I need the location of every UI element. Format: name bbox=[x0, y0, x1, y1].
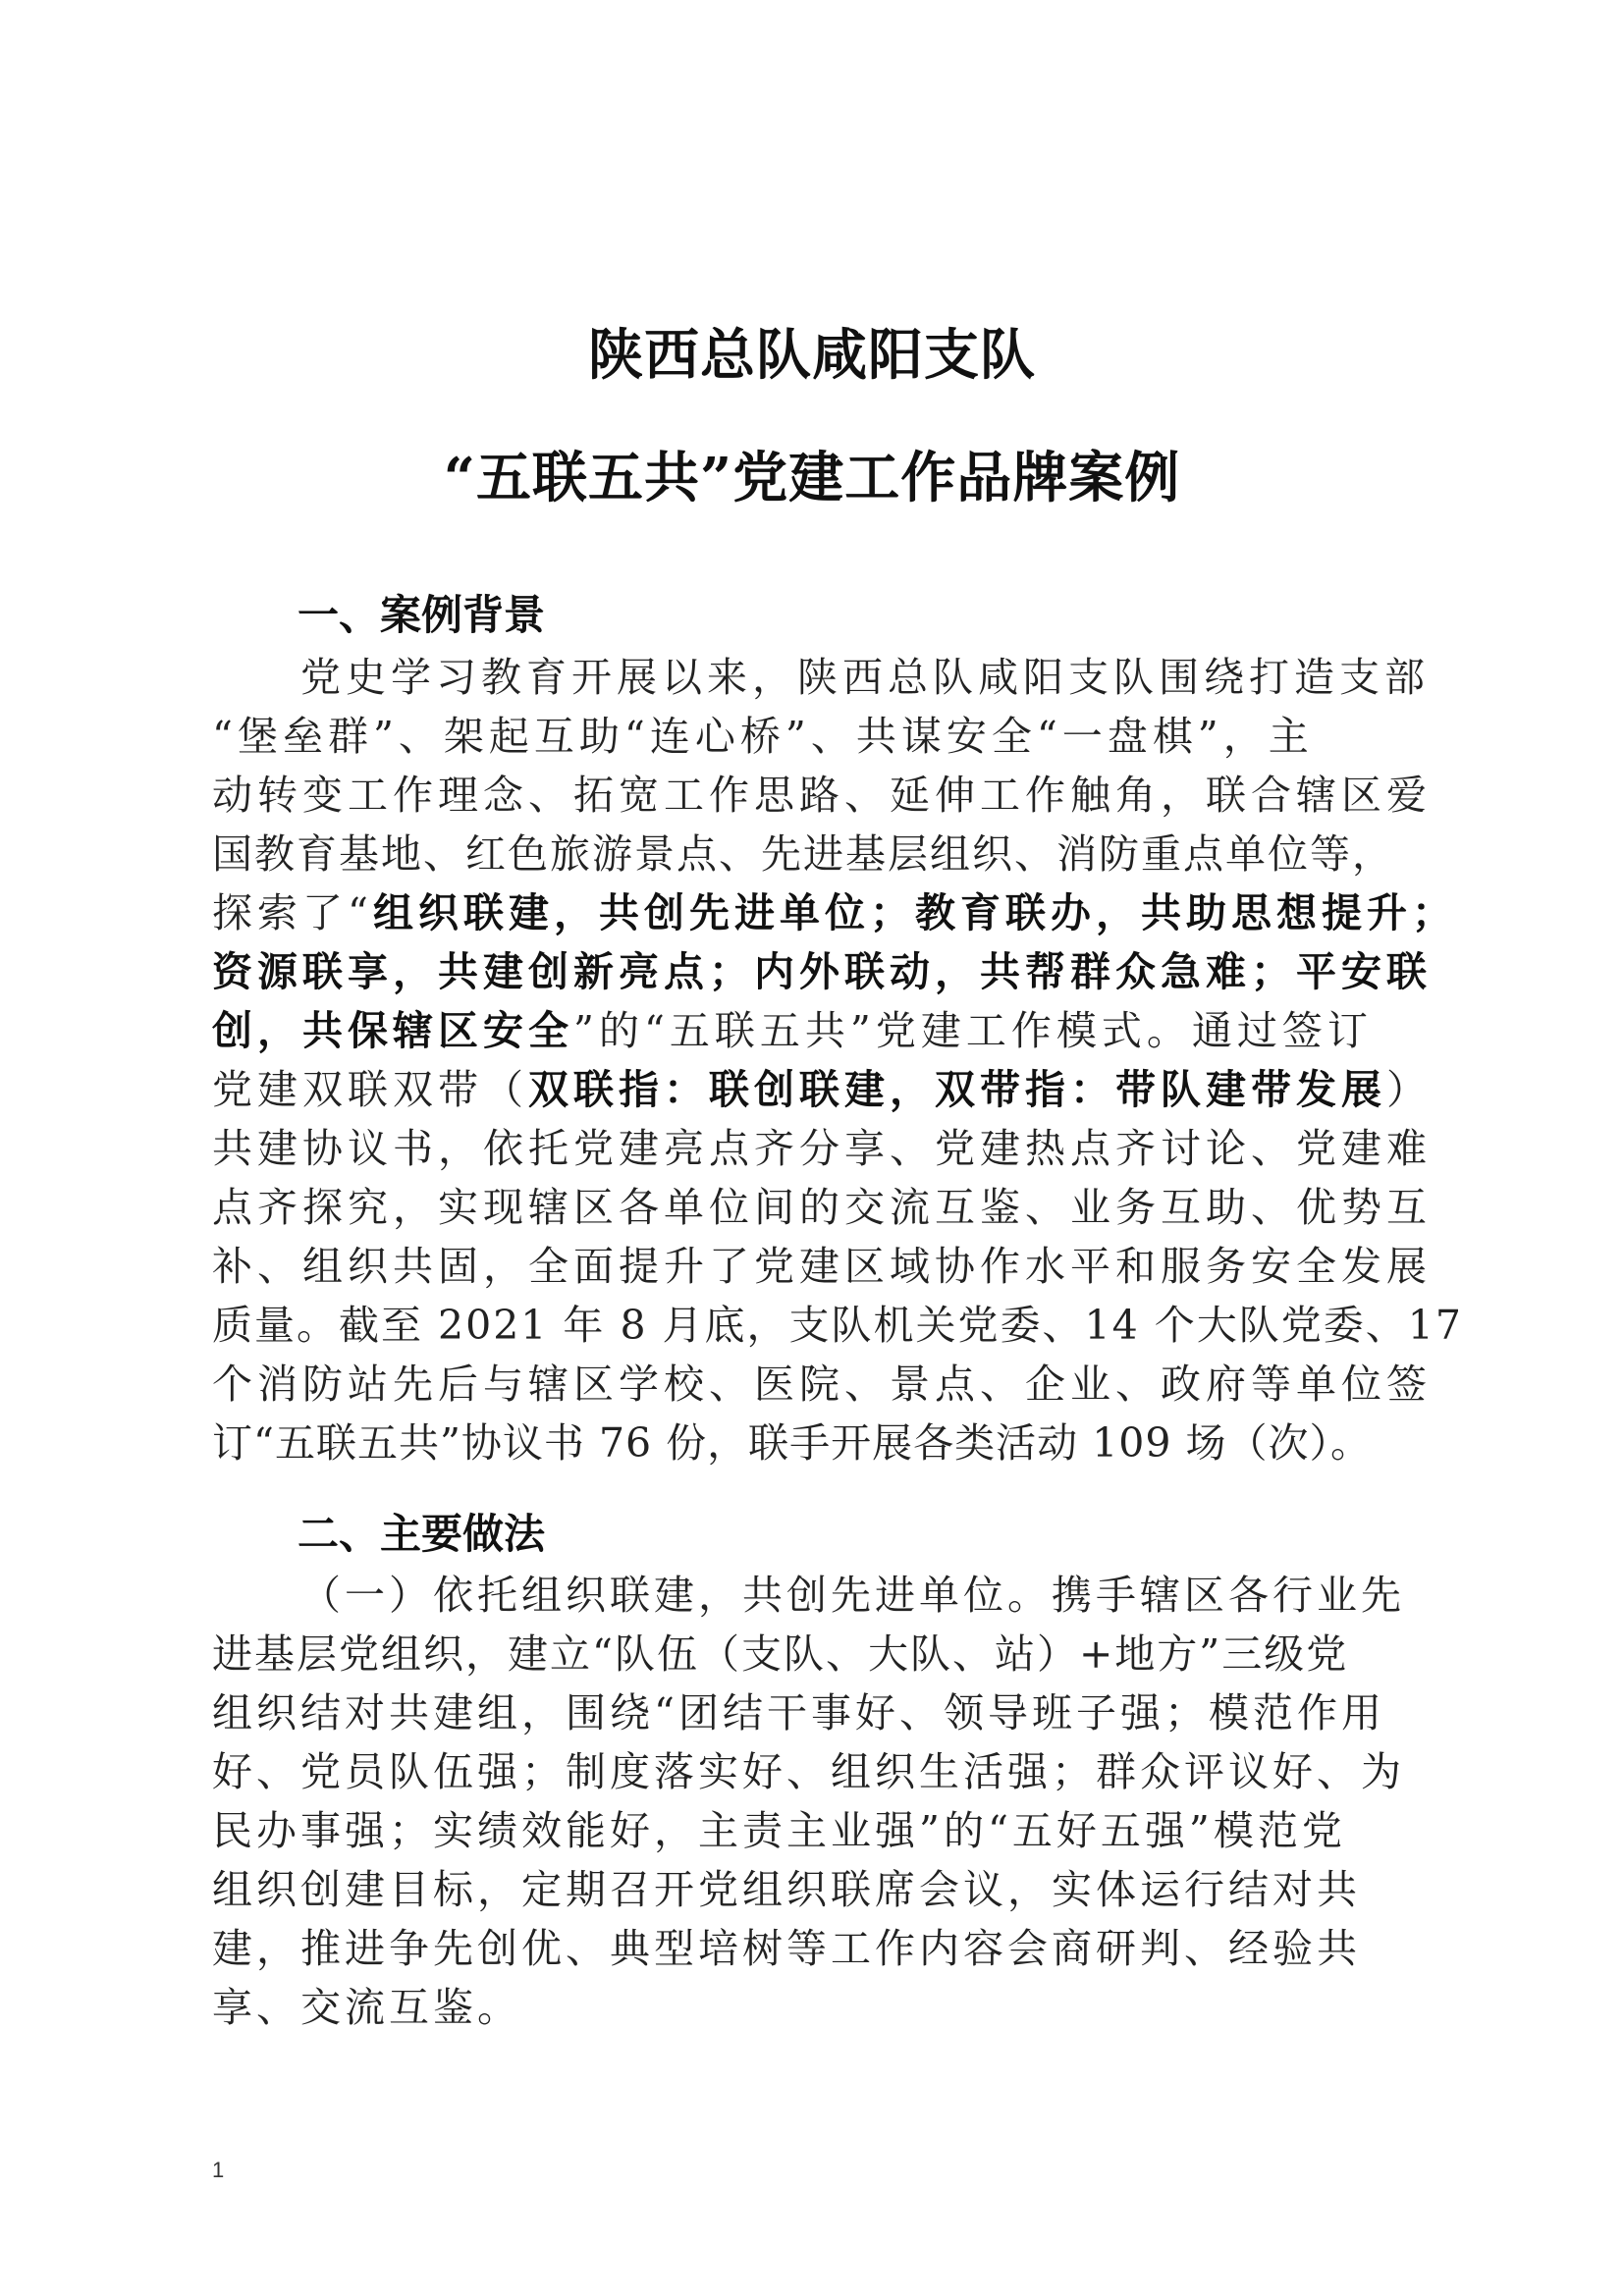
paragraph-methods bbox=[212, 1566, 1405, 2037]
paragraph-line: 好、党员队伍强；制度落实好、组织生活强；群众评议好、为 bbox=[212, 1748, 1405, 1795]
paragraph-line: 党史学习教育开展以来，陕西总队咸阳支队围绕打造支部 bbox=[300, 654, 1430, 701]
paragraph-line: 国教育基地、红色旅游景点、先进基层组织、消防重点单位等， bbox=[212, 830, 1394, 878]
paragraph-line: 组织创建目标，定期召开党组织联席会议，实体运行结对共 bbox=[212, 1866, 1361, 1913]
paragraph-line bbox=[212, 1001, 1430, 1060]
paragraph-line: 点齐探究，实现辖区各单位间的交流互鉴、业务互助、优势互 bbox=[212, 1184, 1432, 1231]
plain-text: ”的“五联五共”党建工作模式。通过签订 bbox=[573, 1007, 1373, 1054]
bold-text: 组织联建，共创先进单位；教育联办，共助思想提升； bbox=[372, 889, 1457, 936]
bold-text: 创，共保辖区安全 bbox=[212, 1007, 573, 1054]
plain-text: 探索了“ bbox=[212, 889, 373, 936]
paragraph-line: 订“五联五共”协议书 76 份，联手开展各类活动 109 场（次）。 bbox=[212, 1419, 1372, 1467]
title-line-1: 陕西总队咸阳支队 bbox=[588, 323, 1036, 388]
paragraph-line: “堡垒群”、架起互助“连心桥”、共谋安全“一盘棋”，主 bbox=[212, 713, 1314, 760]
section-heading-methods: 二、主要做法 bbox=[298, 1510, 546, 1558]
title-line-2: “五联五共”党建工作品牌案例 bbox=[443, 446, 1181, 510]
paragraph-background bbox=[212, 648, 1463, 1472]
paragraph-line bbox=[212, 1060, 1430, 1119]
paragraph-line: 个消防站先后与辖区学校、医院、景点、企业、政府等单位签 bbox=[212, 1361, 1432, 1408]
paragraph-line-bold: 资源联享，共建创新亮点；内外联动，共帮群众急难；平安联 bbox=[212, 948, 1432, 995]
paragraph-line: 享、交流互鉴。 bbox=[212, 1984, 521, 2031]
page-number: 1 bbox=[212, 2158, 225, 2182]
paragraph-line: 民办事强；实绩效能好，主责主业强”的“五好五强”模范党 bbox=[212, 1807, 1346, 1854]
paragraph-line bbox=[212, 883, 1457, 942]
paragraph-line: 补、组织共固，全面提升了党建区域协作水平和服务安全发展 bbox=[212, 1243, 1432, 1290]
section-heading-background: 一、案例背景 bbox=[298, 591, 546, 639]
plain-text: 党建双联双带（ bbox=[212, 1066, 528, 1113]
paragraph-line: 共建协议书，依托党建亮点齐分享、党建热点齐讨论、党建难 bbox=[212, 1125, 1432, 1172]
bold-text: 双联指：联创联建，双带指：带队建带发展 bbox=[528, 1066, 1386, 1113]
paragraph-line: 组织结对共建组，围绕“团结干事好、领导班子强；模范作用 bbox=[212, 1689, 1385, 1736]
paragraph-line: 动转变工作理念、拓宽工作思路、延伸工作触角，联合辖区爱 bbox=[212, 772, 1432, 819]
paragraph-line: 质量。截至 2021 年 8 月底，支队机关党委、14 个大队党委、17 bbox=[212, 1302, 1463, 1349]
plain-text: ） bbox=[1386, 1066, 1432, 1113]
paragraph-line: 进基层党组织，建立“队伍（支队、大队、站）+地方”三级党 bbox=[212, 1630, 1349, 1678]
paragraph-line: 建，推进争先创优、典型培树等工作内容会商研判、经验共 bbox=[212, 1925, 1361, 1972]
paragraph-line: （一）依托组织联建，共创先进单位。携手辖区各行业先 bbox=[300, 1572, 1405, 1619]
